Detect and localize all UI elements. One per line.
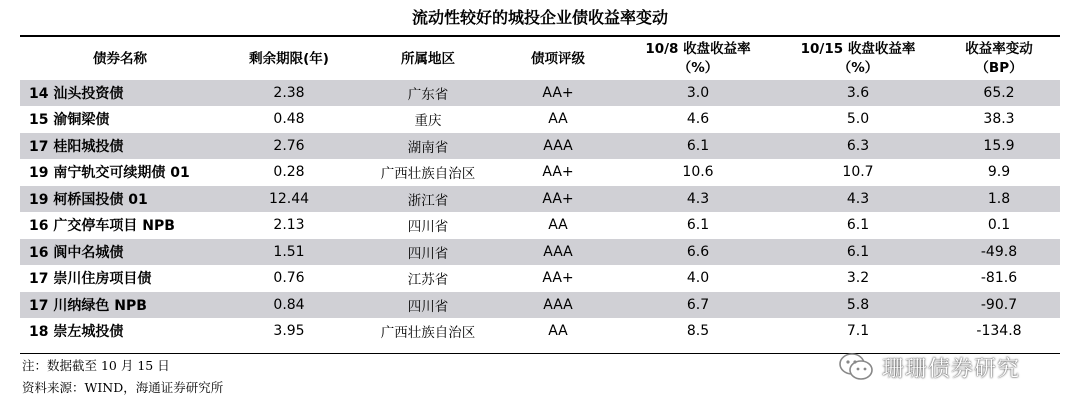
cell-yield-1008: 6.6 [618, 239, 778, 266]
table-row [20, 265, 1060, 292]
cell-rating: AAA [498, 292, 618, 319]
cell-yield-change: 9.9 [938, 159, 1060, 186]
watermark [838, 350, 1020, 384]
cell-yield-change: -81.6 [938, 265, 1060, 292]
header-row [20, 38, 1060, 80]
cell-bond-name: 17 川纳绿色 NPB [20, 292, 220, 319]
cell-rating: AA [498, 212, 618, 239]
cell-region: 湖南省 [358, 133, 498, 160]
cell-bond-name: 19 柯桥国投债 01 [20, 186, 220, 213]
cell-yield-1015: 10.7 [778, 159, 938, 186]
cell-yield-change: 38.3 [938, 106, 1060, 133]
cell-rating: AAA [498, 133, 618, 160]
cell-remaining-term: 3.95 [220, 318, 358, 345]
table-row [20, 80, 1060, 106]
cell-yield-change: 1.8 [938, 186, 1060, 213]
table-row [20, 318, 1060, 345]
cell-bond-name: 17 崇川住房项目债 [20, 265, 220, 292]
cell-yield-1015: 7.1 [778, 318, 938, 345]
cell-yield-1008: 6.7 [618, 292, 778, 319]
header-bond-name: 债券名称 [93, 50, 147, 67]
cell-yield-change: 0.1 [938, 212, 1060, 239]
wechat-icon [838, 352, 874, 382]
table-row [20, 133, 1060, 160]
cell-yield-1015: 6.1 [778, 239, 938, 266]
cell-region: 四川省 [358, 239, 498, 266]
cell-yield-change: 15.9 [938, 133, 1060, 160]
watermark-text: 珊珊债券研究 [882, 356, 1021, 382]
cell-yield-change: -134.8 [938, 318, 1060, 345]
top-rule [20, 35, 1060, 37]
header-region: 所属地区 [401, 50, 455, 67]
header-remaining-term: 剩余期限(年) [249, 50, 329, 67]
header-yield-1008: 10/8 收盘收益率 （%） [645, 41, 751, 76]
cell-region: 四川省 [358, 212, 498, 239]
cell-yield-1008: 10.6 [618, 159, 778, 186]
cell-region: 四川省 [358, 292, 498, 319]
cell-bond-name: 18 崇左城投债 [20, 318, 220, 345]
cell-yield-1015: 6.1 [778, 212, 938, 239]
cell-yield-1008: 6.1 [618, 212, 778, 239]
source-note: 资料来源：WIND，海通证券研究所 [22, 380, 224, 395]
table-row [20, 106, 1060, 133]
cell-yield-1015: 3.6 [778, 80, 938, 106]
cell-yield-1008: 3.0 [618, 80, 778, 106]
table-title: 流动性较好的城投企业债收益率变动 [411, 8, 668, 27]
cell-yield-1008: 4.3 [618, 186, 778, 213]
cell-region: 广西壮族自治区 [358, 318, 498, 345]
cell-bond-name: 15 渝铜梁债 [20, 106, 220, 133]
cell-yield-1015: 6.3 [778, 133, 938, 160]
cell-region: 广西壮族自治区 [358, 159, 498, 186]
cell-remaining-term: 2.76 [220, 133, 358, 160]
cell-yield-1008: 8.5 [618, 318, 778, 345]
cell-remaining-term: 2.38 [220, 80, 358, 106]
cell-yield-1015: 3.2 [778, 265, 938, 292]
cell-bond-name: 17 桂阳城投债 [20, 133, 220, 160]
cell-yield-change: 65.2 [938, 80, 1060, 106]
cell-bond-name: 16 阆中名城债 [20, 239, 220, 266]
cell-yield-1015: 4.3 [778, 186, 938, 213]
cell-yield-1008: 4.6 [618, 106, 778, 133]
table-row [20, 292, 1060, 319]
cell-yield-1008: 6.1 [618, 133, 778, 160]
cell-region: 浙江省 [358, 186, 498, 213]
cell-yield-change: -49.8 [938, 239, 1060, 266]
cell-rating: AA+ [498, 80, 618, 106]
table-row [20, 186, 1060, 213]
table-row [20, 239, 1060, 266]
cell-bond-name: 14 汕头投资债 [20, 80, 220, 106]
cell-region: 重庆 [358, 106, 498, 133]
cell-remaining-term: 1.51 [220, 239, 358, 266]
table-row [20, 212, 1060, 239]
header-rating: 债项评级 [531, 50, 585, 67]
cell-remaining-term: 2.13 [220, 212, 358, 239]
table-row [20, 159, 1060, 186]
cell-rating: AA+ [498, 265, 618, 292]
header-yield-change: 收益率变动 （BP） [965, 41, 1033, 76]
cell-rating: AA [498, 318, 618, 345]
cell-yield-1008: 4.0 [618, 265, 778, 292]
cell-yield-1015: 5.8 [778, 292, 938, 319]
cell-yield-1015: 5.0 [778, 106, 938, 133]
footnote: 注：数据截至 10 月 15 日 [22, 358, 170, 373]
cell-remaining-term: 12.44 [220, 186, 358, 213]
cell-rating: AA+ [498, 186, 618, 213]
cell-rating: AA [498, 106, 618, 133]
cell-bond-name: 19 南宁轨交可续期债 01 [20, 159, 220, 186]
header-yield-1015: 10/15 收盘收益率 （%） [800, 41, 916, 76]
cell-region: 江苏省 [358, 265, 498, 292]
cell-bond-name: 16 广交停车项目 NPB [20, 212, 220, 239]
cell-remaining-term: 0.28 [220, 159, 358, 186]
cell-yield-change: -90.7 [938, 292, 1060, 319]
bond-yield-table [20, 38, 1060, 345]
cell-remaining-term: 0.48 [220, 106, 358, 133]
cell-remaining-term: 0.84 [220, 292, 358, 319]
cell-remaining-term: 0.76 [220, 265, 358, 292]
cell-rating: AA+ [498, 159, 618, 186]
cell-rating: AAA [498, 239, 618, 266]
cell-region: 广东省 [358, 80, 498, 106]
